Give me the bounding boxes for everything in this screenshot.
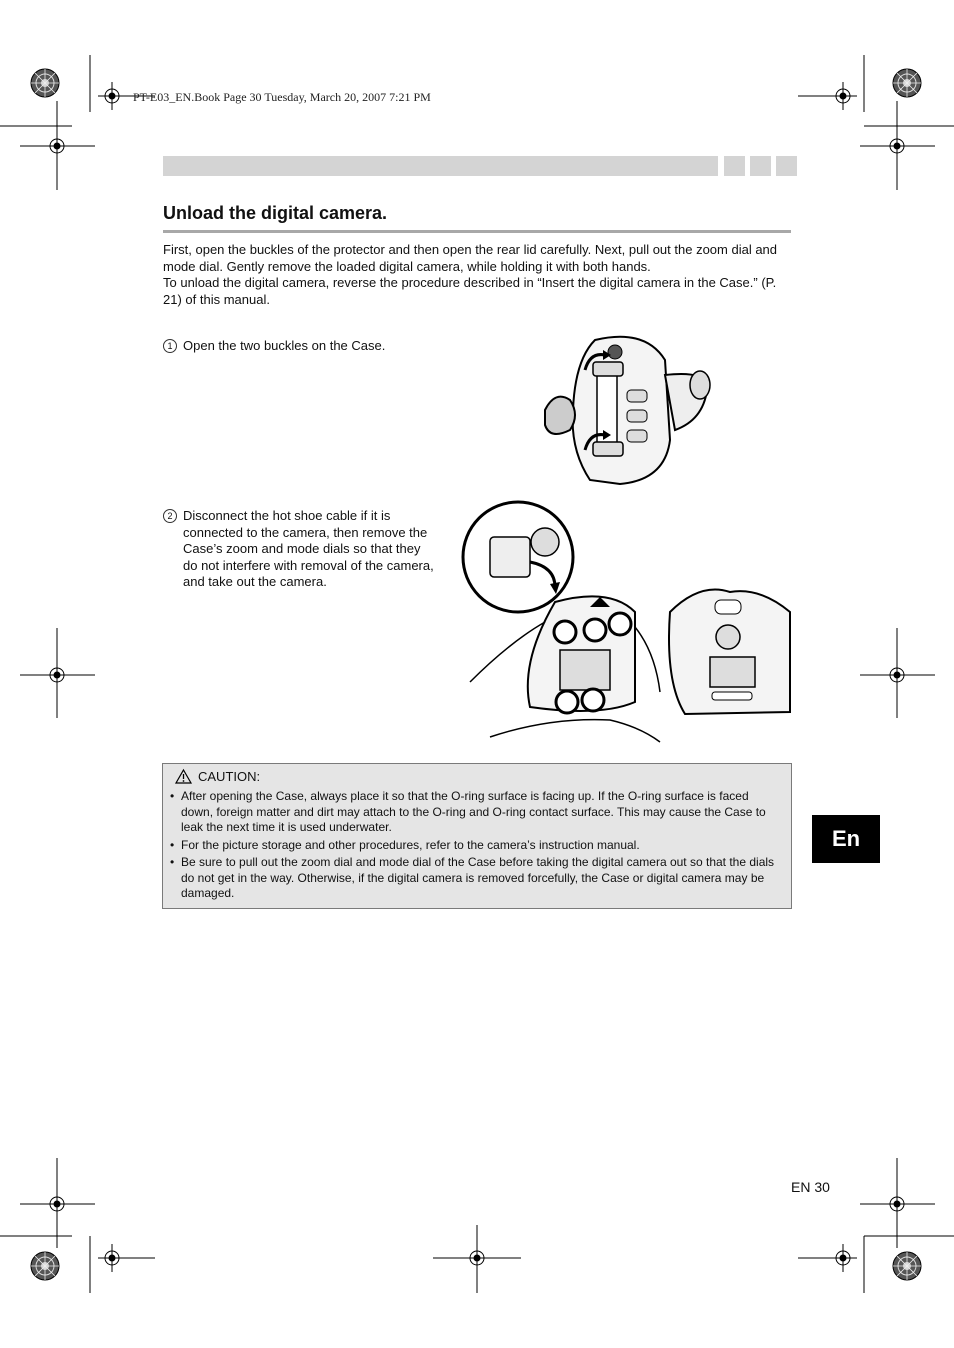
caution-item: • For the picture storage and other procedures, refer to the camera’s instruction manual. bbox=[169, 838, 783, 854]
caution-box bbox=[162, 763, 792, 909]
caution-item: • After opening the Case, always place it so that the O-ring surface is facing up. If the O-ring surface is faced down, foreign matter and dirt may attach to the O-ring and O-ring contact surface. This may cause the Case to leak the next time it is used underwater. bbox=[169, 789, 783, 836]
page-number: EN 30 bbox=[791, 1179, 830, 1195]
intro-text bbox=[163, 242, 793, 308]
section-header-square bbox=[724, 156, 745, 176]
language-tab: En bbox=[812, 815, 880, 863]
intro-paragraph: To unload the digital camera, reverse the procedure described in “Insert the digital camera in the Case.” (P. 21) of this manual. bbox=[163, 275, 777, 307]
step-text: Open the two buckles on the Case. bbox=[183, 338, 386, 353]
case-buckles-illustration bbox=[535, 330, 715, 490]
step-1 bbox=[163, 338, 463, 355]
camera-removal-illustration bbox=[460, 502, 795, 744]
section-title: Unload the digital camera. bbox=[163, 203, 388, 223]
section-header-square bbox=[750, 156, 771, 176]
title-underline bbox=[163, 230, 791, 233]
caution-item: • Be sure to pull out the zoom dial and mode dial of the Case before taking the digital camera out so that the dials do not get in the way. Otherwise, if the digital camera is removed forcefully, the Case or digital camera may be damaged. bbox=[169, 855, 783, 902]
section-header-square bbox=[776, 156, 797, 176]
section-header-bar bbox=[163, 156, 718, 176]
print-header: PT-E03_EN.Book Page 30 Tuesday, March 20, 2007 7:21 PM bbox=[133, 90, 431, 104]
caution-list bbox=[169, 789, 783, 904]
caution-label: CAUTION: bbox=[198, 769, 261, 784]
step-2 bbox=[163, 508, 435, 591]
step-number: 2 bbox=[163, 509, 177, 523]
caution-header bbox=[175, 769, 260, 784]
step-number: 1 bbox=[163, 339, 177, 353]
intro-paragraph: First, open the buckles of the protector and then open the rear lid carefully. Next, pull out the zoom dial and mode dial. Gently remove the loaded digital camera, while holding it with both hands. bbox=[163, 242, 778, 274]
warning-icon bbox=[175, 769, 192, 784]
step-text: Disconnect the hot shoe cable if it is connected to the camera, then remove the Case’s zoom and mode dials so that they do not interfere with removal of the camera, and take out the camera. bbox=[183, 508, 434, 589]
